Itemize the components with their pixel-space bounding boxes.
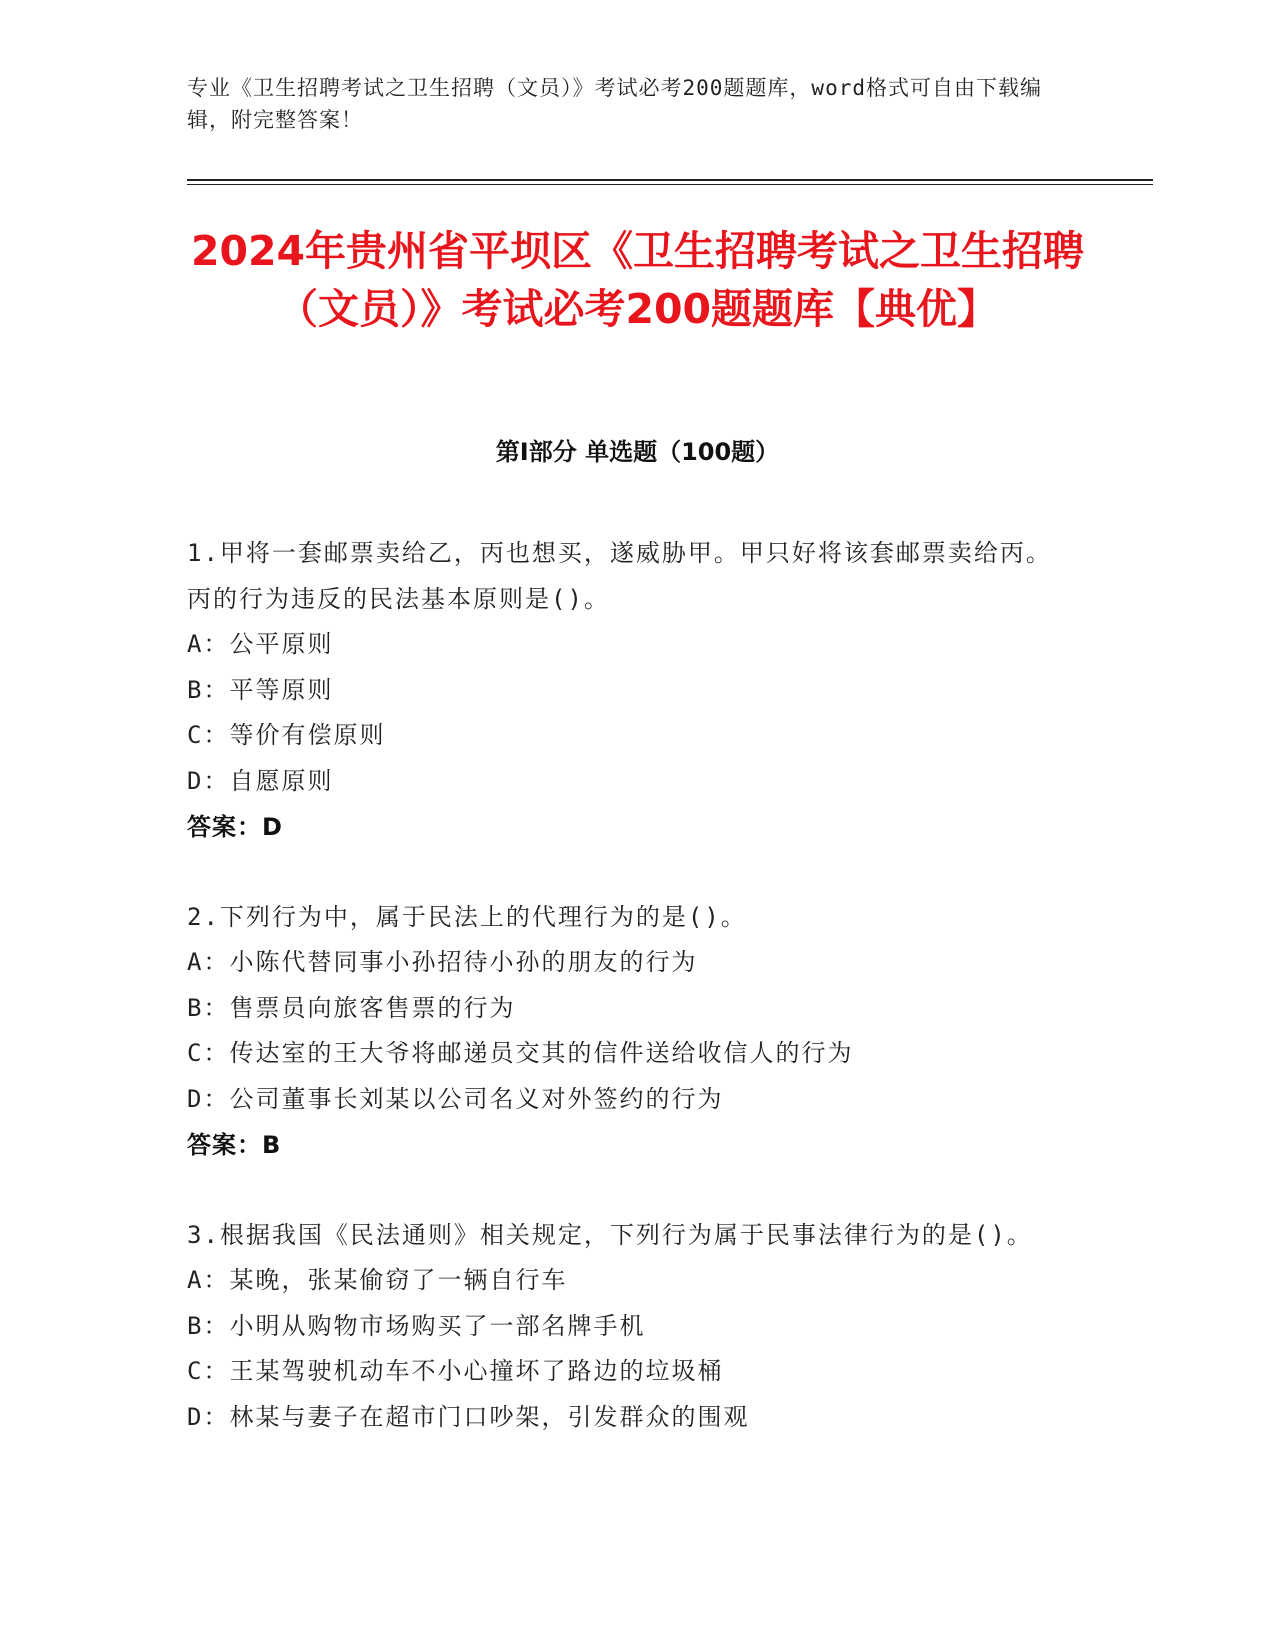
header-note: 专业《卫生招聘考试之卫生招聘（文员）》考试必考200题题库，word格式可自由下载编辑，附完整答案！: [187, 76, 1042, 132]
question-stem: 3.根据我国《民法通则》相关规定，下列行为属于民事法律行为的是()。: [187, 1221, 1033, 1249]
option-a: A：公平原则: [187, 630, 334, 658]
option-a: A：小陈代替同事小孙招待小孙的朋友的行为: [187, 948, 698, 976]
option-c: C：等价有偿原则: [187, 721, 386, 749]
header-divider-thin: [187, 184, 1153, 185]
option-a: A：某晚，张某偷窃了一辆自行车: [187, 1266, 568, 1294]
question-stem: 2.下列行为中，属于民法上的代理行为的是()。: [187, 903, 747, 931]
option-b: B：售票员向旅客售票的行为: [187, 993, 516, 1022]
question-3: [187, 1212, 1067, 1440]
option-d: D：林某与妻子在超市门口吵架，引发群众的围观: [187, 1402, 750, 1431]
question-list: [187, 530, 1067, 1484]
option-d: D：公司董事长刘某以公司名义对外签约的行为: [187, 1084, 724, 1113]
answer-line: 答案：D: [187, 813, 283, 841]
option-c: C：王某驾驶机动车不小心撞坏了路边的垃圾桶: [187, 1357, 724, 1385]
question-stem: 1.甲将一套邮票卖给乙，丙也想买，遂威胁甲。甲只好将该套邮票卖给丙。丙的行为违反的民法基本原则是()。: [187, 539, 1052, 613]
answer-line: 答案：B: [187, 1131, 282, 1159]
question-1: [187, 530, 1067, 850]
option-b: B：平等原则: [187, 675, 334, 704]
option-d: D：自愿原则: [187, 766, 334, 795]
section-title: 第Ⅰ部分 单选题（100题）: [495, 438, 780, 466]
option-b: B：小明从购物市场购买了一部名牌手机: [187, 1311, 646, 1340]
question-2: [187, 894, 1067, 1168]
document-title: 2024年贵州省平坝区《卫生招聘考试之卫生招聘（文员）》考试必考200题题库【典优】: [190, 227, 1085, 333]
option-c: C：传达室的王大爷将邮递员交其的信件送给收信人的行为: [187, 1039, 854, 1067]
header-divider: [187, 179, 1153, 181]
